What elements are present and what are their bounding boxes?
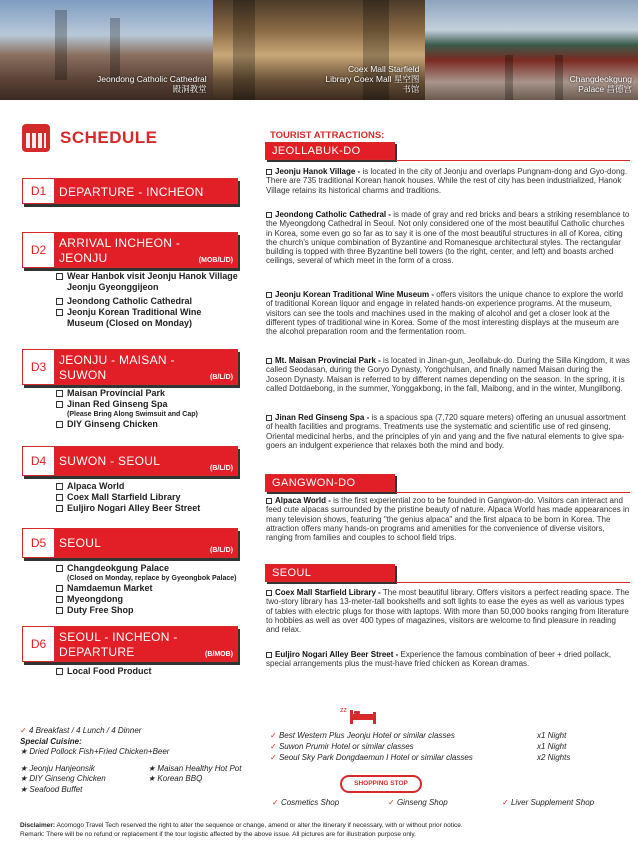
list-item: Jeondong Catholic Cathedral <box>56 296 238 307</box>
attraction-item: Jinan Red Ginseng Spa - is a spacious spa (7,720 square meters) offering an unusual assortment of health facilities and programs. Treatments use the systematic and scientific use of red ginseng, Oriental medicinal herbs, and the principles of yin and yang and the five natural elements to give spa-goers an indulgent experience that relaxes both the mind and body. <box>266 413 626 450</box>
list-item: Myeongdong <box>56 594 238 605</box>
day-block-d4 <box>22 446 238 514</box>
disclaimer <box>20 821 620 839</box>
day-block-d3 <box>22 349 238 430</box>
day-title-line2: SUWON <box>59 368 107 382</box>
list-item: Namdaemun Market <box>56 583 238 594</box>
activity-note: (Closed on Monday, replace by Gyeongbok Palace) <box>67 575 237 582</box>
special-item: Dried Pollock Fish+Fried Chicken+Beer <box>29 747 170 756</box>
photo-coex-library <box>213 0 426 100</box>
shop-item: ✓ Liver Supplement Shop <box>502 798 595 807</box>
hotels-list: ✓ Best Western Plus Jeonju Hotel or similar classes ✓ Suwon Prumir Hotel or similar classes ✓ Seoul Sky Park Dongdaemun I Hotel or similar classes <box>270 731 473 762</box>
schedule-title: SCHEDULE <box>60 128 158 147</box>
hotel-item: Seoul Sky Park Dongdaemun I Hotel or similar classes <box>278 753 473 762</box>
day-meals: (B/L/D) <box>210 374 233 381</box>
list-item: Wear Hanbok visit Jeonju Hanok Village <box>56 271 238 282</box>
food-item: Korean BBQ <box>157 774 203 783</box>
disclaimer-text: Acomogo Travel Tech reserved the right to alter the sequence or change, amend or alter the itinerary if necessary, with or without prior notice. <box>56 822 463 829</box>
day-block-d5 <box>22 528 238 616</box>
meals-section: ✓ 4 Breakfast / 4 Lunch / 4 Dinner Special Cuisine: ★ Dried Pollock Fish+Fried Chicken+Beer ★ Jeonju Hanjeonsik ★ DIY Ginseng Chicken ★ Seafood Buffet ★ Maisan Healthy Hot Pot ★ Korean BBQ <box>20 726 242 794</box>
day-block-d6 <box>22 626 238 677</box>
photo-caption: Coex Mall Starfield Library Coex Mall 星空图 书馆 <box>325 64 420 94</box>
day-title: SEOUL - INCHEON - <box>59 630 178 644</box>
food-item: DIY Ginseng Chicken <box>29 774 106 783</box>
hotel-item: Suwon Prumir Hotel or similar classes <box>278 742 414 751</box>
day-number: D1 <box>23 179 55 203</box>
day-number: D4 <box>23 447 55 475</box>
shop-item: ✓ Cosmetics Shop <box>272 798 340 807</box>
photo-jeondong-cathedral <box>0 0 213 100</box>
list-item: Jinan Red Ginseng Spa <box>56 399 238 410</box>
day-title: DEPARTURE - INCHEON <box>59 185 204 199</box>
day-meals: (MOB/L/D) <box>198 257 233 264</box>
special-cuisine-label: Special Cuisine: <box>20 736 82 746</box>
list-item: Jeonju Korean Traditional Wine Museum (Closed on Monday) <box>56 307 238 329</box>
bed-icon <box>340 704 380 726</box>
disclaimer-label: Disclaimer: <box>20 822 56 829</box>
hotel-item: Best Western Plus Jeonju Hotel or similar classes <box>278 731 455 740</box>
shop-item: ✓ Ginseng Shop <box>388 798 448 807</box>
day-meals: (B/L/D) <box>210 465 233 472</box>
disclaimer-remark: Remark: There will be no refund or replacement if the tour logistic affected by the above issue. All pictures are for illustration purpose only. <box>20 831 416 838</box>
divider <box>396 160 630 161</box>
day-title-line2: JEONJU <box>59 251 108 265</box>
list-item: Changdeokgung Palace <box>56 563 238 574</box>
divider <box>396 582 630 583</box>
attraction-item: Jeonju Korean Traditional Wine Museum - offers visitors the unique chance to explore the world of traditional Korean liquor and engage in related hands-on experience programs. At the museum, visitors can see the tools and machines used in the making of alcohol and get a closer look at the different types of traditional wine in Korea. Some of the most interesting displays at the museum are the alcohol preparation room and the fermentation room. <box>266 290 623 337</box>
attraction-item: Jeonju Hanok Village - is located in the city of Jeonju and overlaps Pungnam-dong and Gyo-dong. There are 735 traditional Korean hanok houses. While the rest of city has been industrialized, Hanok Village retains its historical charms and traditions. <box>266 167 628 195</box>
attraction-item: Mt. Maisan Provincial Park - is located in Jinan-gun, Jeollabuk-do. During the Silla Kingdom, it was called Seodasan, during the Goryo Dynasty, Yongchulsan, and finally named Maisan during the Joseon Dynasty. Maisan is referred to by different names depending on the season. In the spring, it is called Dotdaebong, in the summer, Yonggakbong, in the fall, Maibong, and in the winter, Mungilbong. <box>266 356 630 393</box>
photo-caption: Changdeokgung Palace 昌德宫 <box>569 74 633 94</box>
food-item: Maisan Healthy Hot Pot <box>157 763 242 773</box>
list-item: Maisan Provincial Park <box>56 388 238 399</box>
hotel-nights: x1 Night x1 Night x2 Nights <box>537 731 571 762</box>
calendar-icon <box>22 124 50 152</box>
day-number: D5 <box>23 529 55 557</box>
day-title: SEOUL <box>59 536 102 550</box>
schedule-heading <box>22 124 158 152</box>
attraction-item: Alpaca World - is the first experiential zoo to be founded in Gangwon-do. Visitors can interact and feed cute alpacas surrounded by the pristine beauty of nature. Alpaca World has made appearances in many television shows, featuring "the genius alpaca" and the first alpaca to be born in Korea. The attraction offers many hands-on programs and amenities for the convenience of diverse visitors, ranging from families and couples to school field trips. <box>266 496 630 543</box>
list-item: Local Food Product <box>56 666 238 677</box>
day-number: D3 <box>23 350 55 384</box>
list-item: Alpaca World <box>56 481 238 492</box>
meals-summary: 4 Breakfast / 4 Lunch / 4 Dinner <box>28 726 142 735</box>
attraction-item: Euljiro Nogari Alley Beer Street - Experience the famous combination of beer + dried pollack, special arrangements plus the must-have fried chicken as Korean dramas. <box>266 650 612 669</box>
day-block-d2 <box>22 232 238 329</box>
day-title: SUWON - SEOUL <box>59 454 161 468</box>
day-block-d1 <box>22 178 238 204</box>
day-title: ARRIVAL INCHEON - <box>59 236 181 250</box>
header-photos <box>0 0 638 100</box>
photo-changdeokgung <box>425 0 638 100</box>
food-item: Seafood Buffet <box>29 784 83 794</box>
region-gangwon-do: GANGWON-DO <box>265 474 395 492</box>
day-title: JEONJU - MAISAN - <box>59 353 175 367</box>
list-item: Jeonju Gyeonggijeon <box>67 282 159 292</box>
photo-caption: Jeondong Catholic Cathedral 殿洞教堂 <box>97 74 207 94</box>
attraction-item: Jeondong Catholic Cathedral - is made of gray and red bricks and bears a striking resemblance to the Myeongdong Cathedral in Seoul. Not only considered one of the most beautiful Catholic churches in Korea, some even go so far as to say it is one of the most beautiful structures in all of Korea, citing the church's unique combination of Byzantine and Romanesque architectural styles. The rectangular building is topped with three Byzantine bell towers (to the right, center, and left) and boasts arched ceilings, several of which meet in the form of a cross. <box>266 210 630 266</box>
svg-text:zz: zz <box>340 707 347 714</box>
day-number: D6 <box>23 627 55 661</box>
day-title-line2: DEPARTURE <box>59 645 135 659</box>
list-item: Duty Free Shop <box>56 605 238 616</box>
day-number: D2 <box>23 233 55 267</box>
attraction-item: Coex Mall Starfield Library - The most beautiful library. Offers visitors a perfect reading space. The two-story library has 13-meter-tall bookshelfs and soft lights to ease the eyes as well as various types of tables with electric plugs for those with laptops. With more than 50,000 books ranging from literature to hobbies as well as over 400 types of magazines, visitors are welcome to find pleasure in reading and relax. <box>266 588 630 635</box>
region-jeollabuk-do: JEOLLABUK-DO <box>265 142 395 160</box>
shopping-stop-badge: SHOPPING STOP <box>340 775 422 793</box>
activity-note: (Please Bring Along Swimsuit and Cap) <box>67 411 198 418</box>
list-item: DIY Ginseng Chicken <box>56 419 238 430</box>
day-meals: (B/L/D) <box>210 547 233 554</box>
list-item: Coex Mall Starfield Library <box>56 492 238 503</box>
day-meals: (B/MOB) <box>205 651 233 658</box>
region-seoul: SEOUL <box>265 564 395 582</box>
food-item: Jeonju Hanjeonsik <box>29 763 95 773</box>
attractions-title: TOURIST ATTRACTIONS: <box>270 130 385 141</box>
divider <box>396 492 630 493</box>
list-item: Euljiro Nogari Alley Beer Street <box>56 503 238 514</box>
